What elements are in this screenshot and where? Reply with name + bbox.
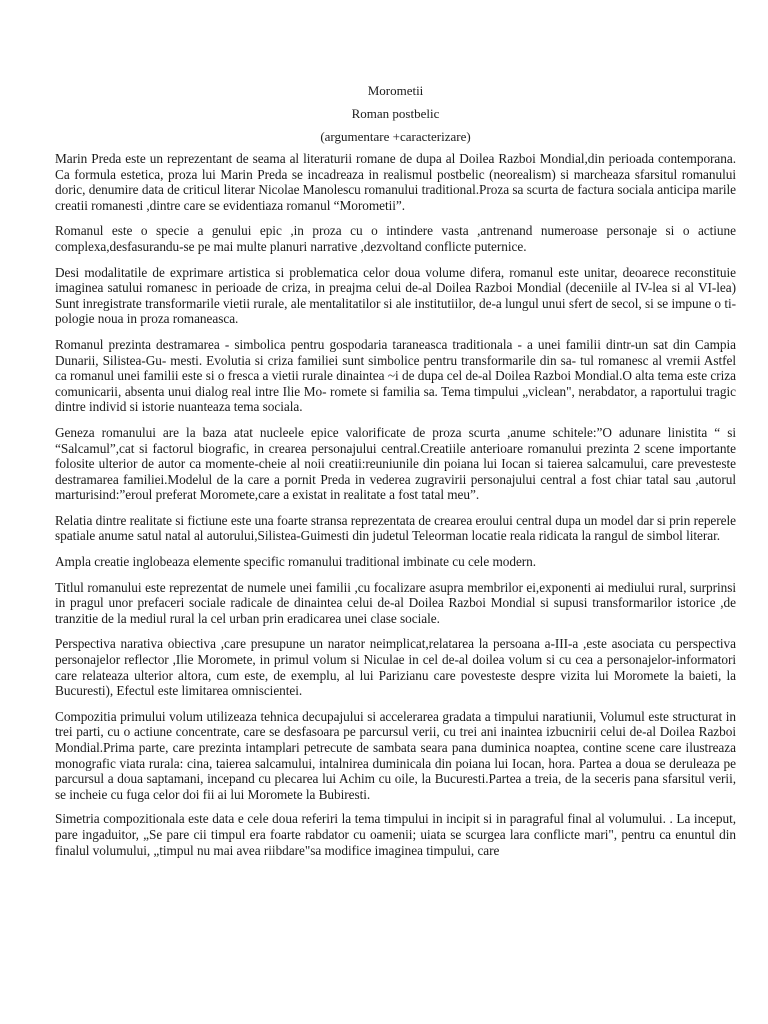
- paragraph: Romanul prezinta destramarea - simbolica pentru gospodaria taraneasca traditionala - a unei familii dintr-un sat din Campia Dunarii, Silistea-Gu- mesti. Evolutia si criza familiei sunt simbolice pentru transformarile din sa- tul romanesc al vremii Astfel ca romanul unei familii este si o fresca a vietii rurale dinaintea ~i de dupa cel de-al Doilea Razboi Mondial.O alta tema este criza comunicarii, absenta unui dialog real intre Ilie Mo- romete si familia sa. Tema timpului „viclean", nerabdator, a raportului tragic dintre individ si istorie nuanteaza tema sociala.: [55, 336, 736, 415]
- paragraph: Compozitia primului volum utilizeaza tehnica decupajului si accelerarea gradata a timpului naratiunii, Volumul este structurat in trei parti, cu o actiune concentrate, care se desfasoara pe parcursul verii, cu trei ani inaintea izbucnirii celui de-al Doilea Razboi Mondial.Prima parte, care prezinta intamplari petrecute de sambata seara pana duminica noaptea, contine scene care ilustreaza monografic viata rurala: cina, taierea salcamului, intalnirea duminicala din poiana lui Iocan, hora. Partea a doua se deruleaza pe parcursul a doua saptamani, incepand cu plecarea lui Achim cu oile, la Bucuresti.Partea a treia, de la seceris pana sfarsitul verii, se incheie cu fuga celor doi fii ai lui Moromete la Bubiresti.: [55, 708, 736, 802]
- document-subtitle: Roman postbelic: [351, 106, 440, 121]
- document-title: Morometii: [367, 83, 424, 98]
- document-note: (argumentare +caracterizare): [320, 129, 471, 144]
- paragraph: Perspectiva narativa obiectiva ,care presupune un narator neimplicat,relatarea la persoana a-III-a ,este asociata cu perspectiva personajelor reflector ,Ilie Moromete, in primul volum si Niculae in cel de-al doilea volum si cu cea a personajelor-informatori care relateaza ulterior altora, cum este, de exemplu, al lui Parizianu care povesteste despre vizita lui Moromete la baieti, la Bucuresti), Efectul este limitarea omniscientei.: [55, 636, 736, 699]
- paragraph: Marin Preda este un reprezentant de seama al literaturii romane de dupa al Doilea Razboi Mondial,din perioada contemporana. Ca formula estetica, proza lui Marin Preda se incadreaza in realismul postbelic (neorealism) si marcheaza sfarsitul romanului doric, denumire data de criticul literar Nicolae Manolescu romanului traditional.Proza sa scurta de factura sociala anticipa marile creatii romanesti ,dintre care se evidentiaza romanul “Morometii”.: [55, 151, 736, 213]
- paragraph: Desi modalitatile de exprimare artistica si problematica celor doua volume difera, romanul este unitar, deoarece reconstituie imaginea satului romanesc in perioade de criza, in preajma celui de-al Doilea Razboi Mondial (deceniile al IV-lea si al VI-lea) Sunt inregistrate transformarile vietii rurale, ale mentalitatilor si ale institutiilor, de-a lungul unui sfert de secol, si se impune o ti- pologie noua in proza romaneasca.: [55, 264, 736, 327]
- paragraph: Titlul romanului este reprezentat de numele unei familii ,cu focalizare asupra membrilor ei,exponenti ai mediului rural, surprinsi in pragul unor prefaceri sociale radicale de dinaintea celui de-al Doilea Razboi Mondial si supusi transformarilor istorice ,de tranzitie de la mediul rural la cel urban prin eradicarea unei clase sociale.: [55, 579, 736, 626]
- document-body: [55, 151, 736, 858]
- paragraph: Simetria compozitionala este data e cele doua referiri la tema timpului in incipit si in paragraful final al volumului. . La inceput, pare ingaduitor, „Se pare cii timpul era foarte rabdator cu oamenii; uiata se scurgea lara conflicte mari", pentru ca enuntul din finalul volumului, „timpul nu mai avea riibdare"sa modifice imaginea timpului, care: [55, 811, 736, 858]
- paragraph: Geneza romanului are la baza atat nucleele epice valorificate de proza scurta ,anume schitele:”O adunare linistita “ si “Salcamul”,cat si factorul biografic, in crearea personajului central.Creatiile anterioare romanului prezinta 2 scene importante folosite ulterior de autor ca momente-cheie al noii creatii:reuniunile din poiana lui Iocan si taierea salcamului, care prevesteste destramarea familiei.Modelul de la care a pornit Preda in vederea zugravirii personajului central a fost chiar tatal sau ,autorul marturisind:”eroul preferat Moromete,care a existat in realitate a fost tatal meu”.: [55, 424, 736, 503]
- paragraph: Relatia dintre realitate si fictiune este una foarte stransa reprezentata de crearea eroului central dupa un model dar si prin reperele spatiale anume satul natal al autorului,Silistea-Guimesti din judetul Teleorman locatie reala ridicata la rangul de simbol literar.: [55, 512, 736, 544]
- paragraph: Ampla creatie inglobeaza elemente specific romanului traditional imbinate cu cele modern.: [55, 554, 537, 570]
- title-block: [55, 84, 736, 144]
- paragraph: Romanul este o specie a genului epic ,in proza cu o intindere vasta ,antrenand numeroase personaje si o actiune complexa,desfasurandu-se pe mai multe planuri narrative ,dezvoltand conflicte puternice.: [55, 223, 736, 254]
